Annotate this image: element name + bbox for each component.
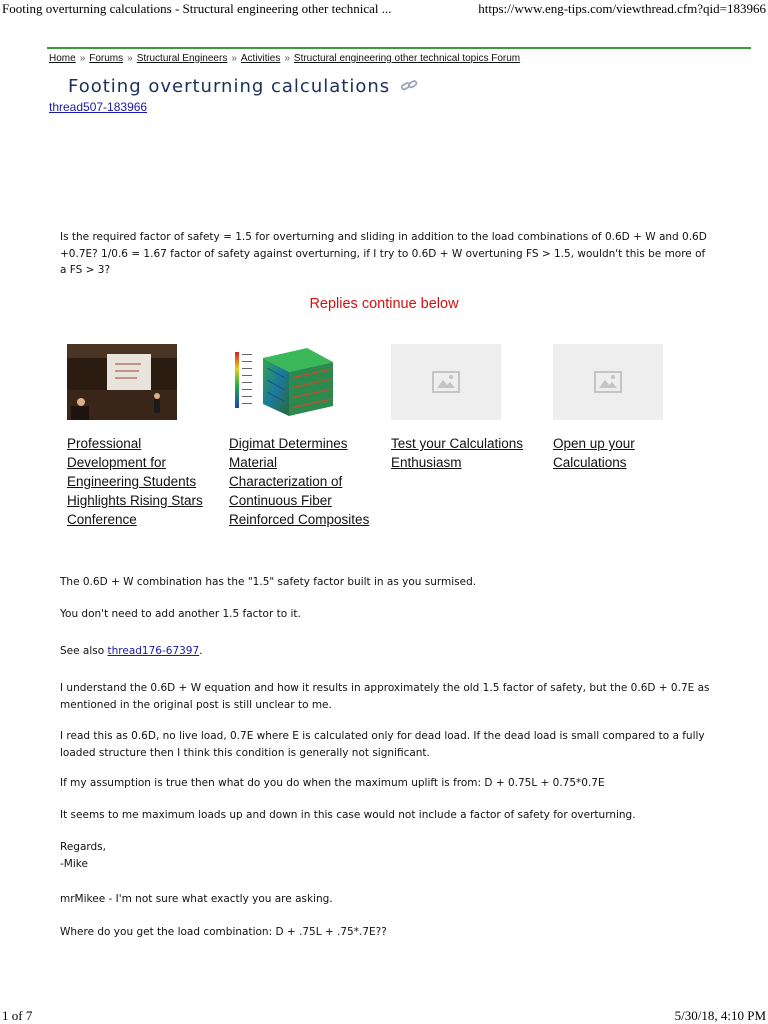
print-header-title: Footing overturning calculations - Structural engineering other technical ... <box>2 1 392 16</box>
image-placeholder-icon[interactable] <box>391 344 501 420</box>
breadcrumb-structural-engineers[interactable]: Structural Engineers <box>136 53 228 64</box>
reply-paragraph: You don't need to add another 1.5 factor to it. <box>60 608 301 620</box>
reply-signature <box>60 839 710 872</box>
thread-id-link[interactable]: thread507-183966 <box>49 100 148 114</box>
promo-card <box>553 344 703 472</box>
composite-simulation[interactable] <box>229 344 339 420</box>
see-also-suffix: . <box>199 645 203 657</box>
breadcrumb-separator: » <box>231 53 237 64</box>
breadcrumb-separator: » <box>79 53 86 64</box>
print-header <box>0 1 768 17</box>
reply-paragraph <box>60 643 710 660</box>
promo-card-link[interactable]: Test your Calculations Enthusiasm <box>391 436 524 470</box>
signature-name: -Mike <box>60 857 88 870</box>
print-footer <box>0 1008 768 1024</box>
thread-title-text: Footing overturning calculations <box>68 76 391 97</box>
see-also-text: See also <box>60 645 108 657</box>
promo-card-link[interactable]: Professional Development for Engineering Students Highlights Rising Stars Conference <box>67 436 203 527</box>
reply-paragraph: The 0.6D + W combination has the "1.5" safety factor built in as you surmised. <box>60 576 477 588</box>
print-timestamp: 5/30/18, 4:10 PM <box>674 1008 766 1023</box>
breadcrumb-separator: » <box>284 53 290 64</box>
reply-paragraph: Where do you get the load combination: D + .75L + .75*.7E?? <box>60 926 387 938</box>
breadcrumb-separator: » <box>127 53 133 64</box>
image-placeholder-icon[interactable] <box>553 344 663 420</box>
header-divider <box>47 47 751 49</box>
replies-banner: Replies continue below <box>309 296 459 312</box>
breadcrumb-activities[interactable]: Activities <box>240 53 281 64</box>
question-post: Is the required factor of safety = 1.5 for overturning and sliding in addition to the load combinations of 0.6D + W and 0.6D +0.7E? 1/0.6 = 1.67 factor of safety against overturning, if I try to 0.6D + W overtuning FS > 1.5, wouldn't this be more of a FS > 3? <box>60 231 707 276</box>
reply-paragraph: It seems to me maximum loads up and down in this case would not include a factor of safety for overturning. <box>60 809 636 821</box>
promo-card <box>229 344 379 529</box>
link-icon[interactable] <box>400 77 418 98</box>
breadcrumb <box>49 53 520 64</box>
breadcrumb-forum[interactable]: Structural engineering other technical topics Forum <box>293 53 521 64</box>
promo-card-link[interactable]: Open up your Calculations <box>553 436 635 470</box>
conference-photo[interactable] <box>67 344 177 420</box>
promo-card-link[interactable]: Digimat Determines Material Characterization of Continuous Fiber Reinforced Composites <box>229 436 370 527</box>
reply-paragraph: I understand the 0.6D + W equation and how it results in approximately the old 1.5 factor of safety, but the 0.6D + 0.7E as mentioned in the original post is still unclear to me. <box>60 682 710 711</box>
breadcrumb-home[interactable]: Home <box>49 53 76 64</box>
page-counter: 1 of 7 <box>2 1008 33 1023</box>
reply-paragraph: If my assumption is true then what do you do when the maximum uplift is from: D + 0.75L + 0.75*0.7E <box>60 777 605 789</box>
print-header-url: https://www.eng-tips.com/viewthread.cfm?qid=183966 <box>478 1 766 16</box>
reply-paragraph: I read this as 0.6D, no live load, 0.7E where E is calculated only for dead load. If the dead load is small compared to a fully loaded structure then I think this condition is generally not significant. <box>60 730 705 759</box>
promo-card <box>391 344 541 472</box>
breadcrumb-forums[interactable]: Forums <box>89 53 124 64</box>
signature-greeting: Regards, <box>60 841 106 853</box>
promo-card <box>67 344 217 529</box>
reply-paragraph: mrMikee - I'm not sure what exactly you are asking. <box>60 893 333 905</box>
page-title <box>68 76 418 98</box>
thread-link[interactable]: thread176-67397 <box>107 645 200 657</box>
